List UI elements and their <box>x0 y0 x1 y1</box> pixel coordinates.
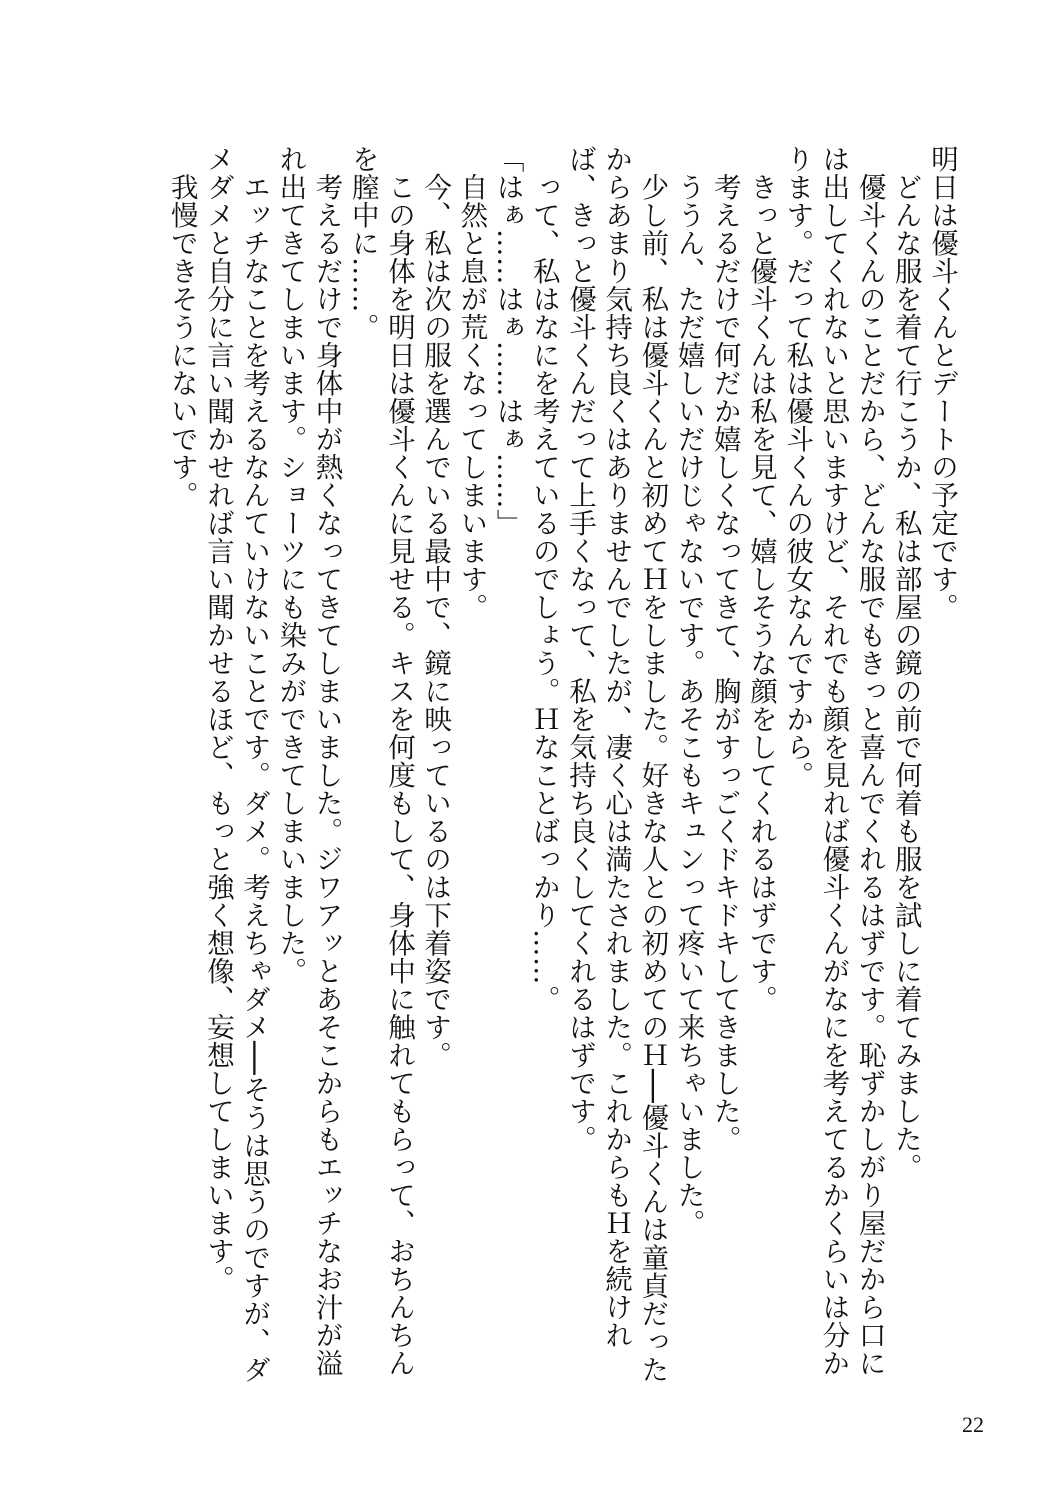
vertical-text-body <box>165 145 960 1390</box>
paragraph-10: 自然と息が荒くなってしまいます。 <box>455 145 488 621</box>
paragraph-9: 「はぁ……はぁ……はぁ……」 <box>491 145 524 537</box>
paragraph-6: ううん、ただ嬉しいだけじゃないです。あそこもキュンって疼いて来ちゃいました。 <box>672 145 705 1237</box>
paragraph-4: きっと優斗くんは私を見て、嬉しそうな顔をしてくれるはずです。 <box>744 145 777 1013</box>
paragraph-1: 明日は優斗くんとデートの予定です。 <box>926 145 958 621</box>
paragraph-12: この身体を明日は優斗くんに見せる。キスを何度もして、身体中に触れてもらって、おちんちんを膣中に……。 <box>346 145 415 1377</box>
paragraph-14: エッチなことを考えるなんていけないことです。ダメ。考えちゃダメ──そうは思うのですが、ダメダメと自分に言い聞かせれば言い聞かせるほど、もっと強く想像、妄想してしまいます。 <box>201 145 271 1384</box>
paragraph-5: 考えるだけで何だか嬉しくなってきて、胸がすっごくドキドキしてきました。 <box>708 145 741 1153</box>
paragraph-7: 少し前、私は優斗くんと初めてＨをしました。好きな人との初めてのＨ──優斗くんは童貞だったからあまり気持ち良くはありませんでしたが、凄く心は満たされました。これからもＨを続ければ、きっと優斗くんだって上手くなって、私を気持ち良くしてくれるはずです。 <box>563 145 669 1384</box>
paragraph-2: どんな服を着て行こうか、私は部屋の鏡の前で何着も服を試しに着てみました。 <box>889 145 922 1181</box>
paragraph-15: 我慢できそうにないです。 <box>165 145 198 509</box>
paragraph-13: 考えるだけで身体中が熱くなってきてしまいました。ジワアッとあそこからもエッチなお汁が溢れ出てきてしまいます。ショーツにも染みができてしまいました。 <box>274 145 343 1377</box>
paragraph-3: 優斗くんのことだから、どんな服でもきっと喜んでくれるはずです。恥ずかしがり屋だから口には出してくれないと思いますけど、それでも顔を見れば優斗くんがなにを考えてるかくらいは分かります。だって私は優斗くんの彼女なんですから。 <box>781 145 886 1377</box>
paragraph-8: って、私はなにを考えているのでしょう。Ｈなことばっかり……。 <box>527 145 560 1013</box>
page-number: 22 <box>962 1412 984 1437</box>
paragraph-11: 今、私は次の服を選んでいる最中で、鏡に映っているのは下着姿です。 <box>419 145 452 1069</box>
